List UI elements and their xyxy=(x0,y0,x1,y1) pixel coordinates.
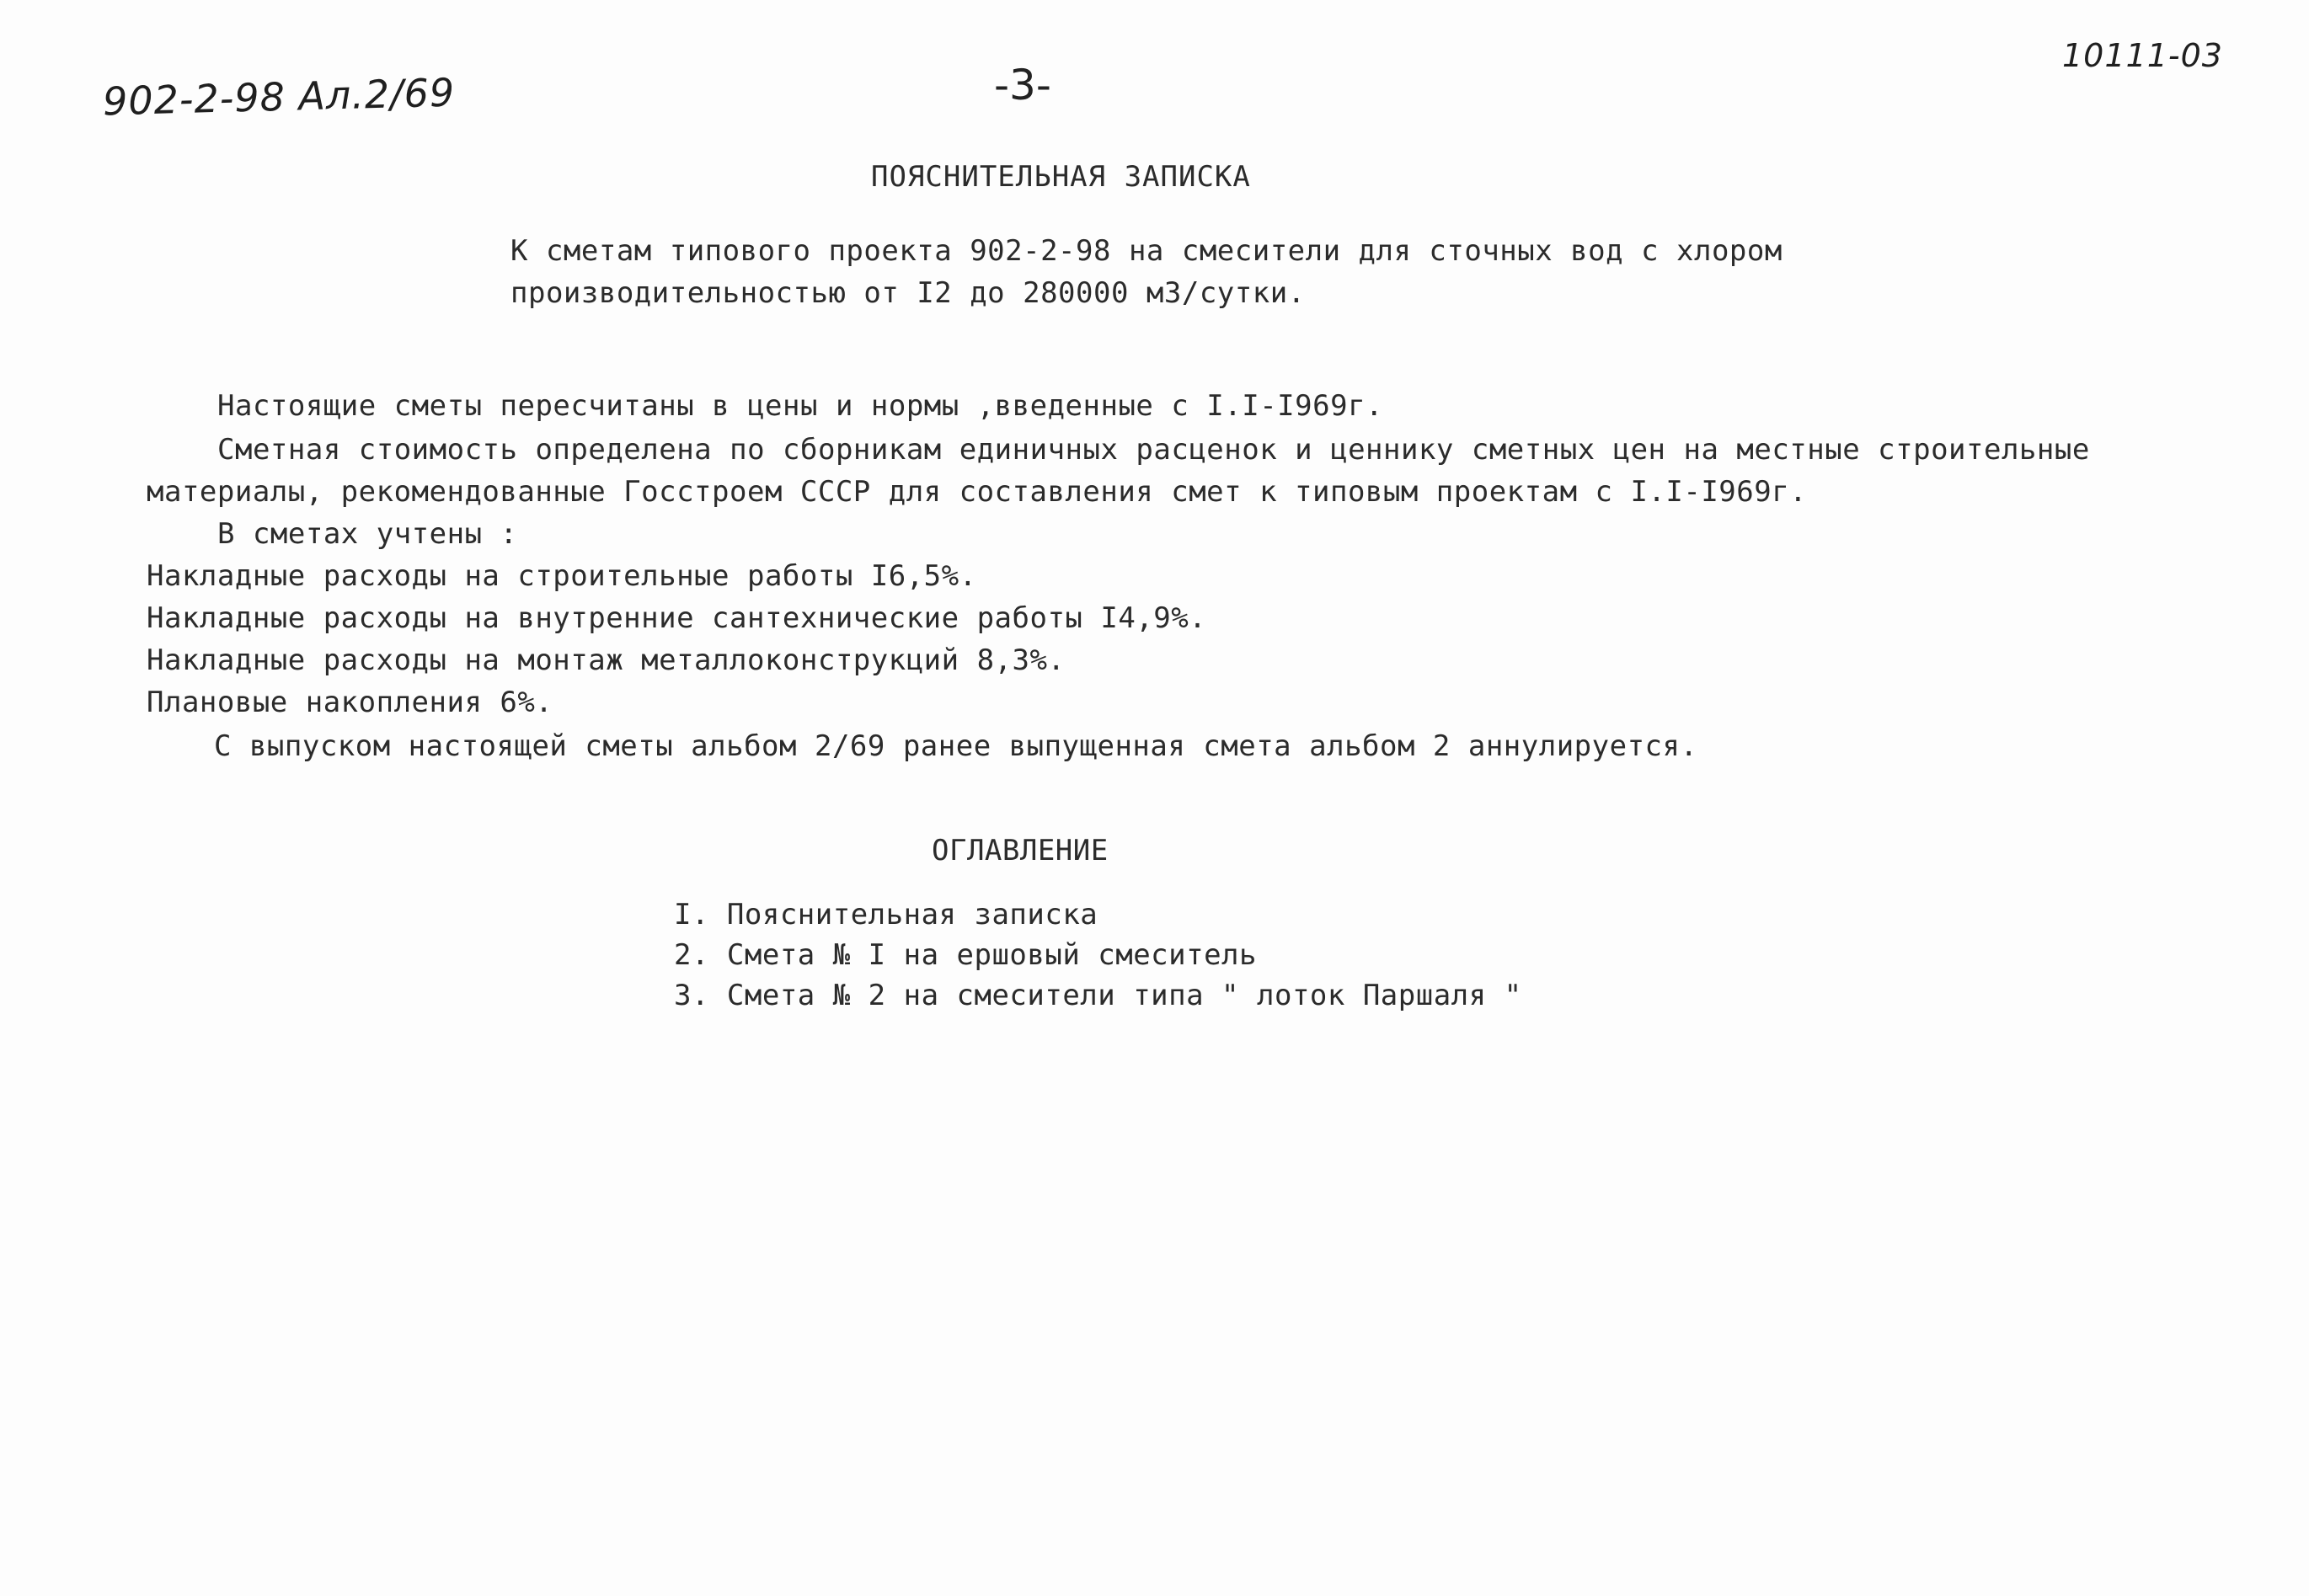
toc-item: I. Пояснительная записка xyxy=(674,898,1098,931)
toc-title: ОГЛАВЛЕНИЕ xyxy=(932,834,1109,867)
document-title: ПОЯСНИТЕЛЬНАЯ ЗАПИСКА xyxy=(871,160,1251,194)
paragraph-recalculation: Настоящие сметы пересчитаны в цены и нормы ,введенные с I.I-I969г. xyxy=(217,389,1384,423)
paragraph-cost-basis-line-2: материалы, рекомендованные Госстроем СССР для составления смет к типовым проектам с I.I-I969г. xyxy=(147,475,1808,509)
rate-sanitary-overhead: Накладные расходы на внутренние сантехнические работы I4,9%. xyxy=(147,601,1207,635)
paragraph-cost-basis-line-1: Сметная стоимость определена по сборникам единичных расценок и ценнику сметных цен на местные строительные xyxy=(217,433,2090,467)
toc-item: 2. Смета № I на ершовый смеситель xyxy=(674,938,1258,972)
subtitle-line-2: производительностью от I2 до 280000 м3/сутки. xyxy=(510,276,1306,310)
subtitle-line-1: К сметам типового проекта 902-2-98 на смесители для сточных вод с хлором xyxy=(510,234,1783,268)
inventory-code-handwritten: 10111-03 xyxy=(2062,37,2223,74)
rate-planned-savings: Плановые накопления 6%. xyxy=(147,686,553,719)
paragraph-included-intro: В сметах учтены : xyxy=(217,517,518,551)
rate-construction-overhead: Накладные расходы на строительные работы I6,5%. xyxy=(147,559,977,593)
rate-metal-structures-overhead: Накладные расходы на монтаж металлоконструкций 8,3%. xyxy=(147,643,1066,677)
page-number: -3- xyxy=(994,61,1051,109)
album-code-handwritten: 902-2-98 Ал.2/69 xyxy=(102,69,456,125)
paragraph-annulment: С выпуском настоящей сметы альбом 2/69 ранее выпущенная смета альбом 2 аннулируется. xyxy=(214,729,1698,763)
toc-item: 3. Смета № 2 на смесители типа " лоток Паршаля " xyxy=(674,979,1522,1012)
